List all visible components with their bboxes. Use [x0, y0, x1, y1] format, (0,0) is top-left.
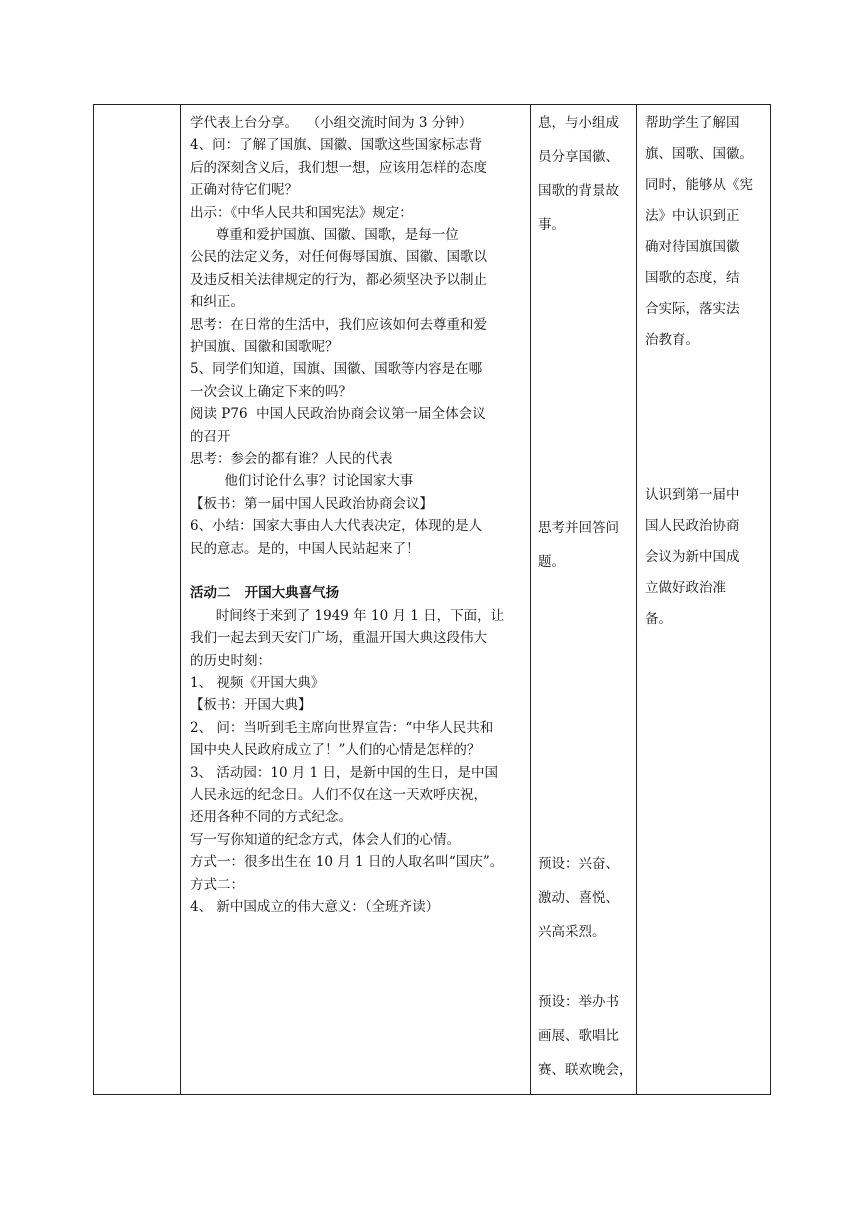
purpose-line: 同时，能够从《宪	[645, 177, 753, 193]
content-line: 我们一起去到天安门广场，重温开国大典这段伟大	[190, 630, 487, 647]
design-purpose-cell	[645, 105, 760, 1094]
purpose-line: 认识到第一届中	[645, 487, 740, 503]
content-line: 4、 新中国成立的伟大意义：（全班齐读）	[190, 899, 440, 915]
lesson-plan-table	[93, 104, 771, 1095]
content-line: 正确对待它们呢？	[190, 182, 298, 199]
content-line: 国中央人民政府成立了！”人们的心情是怎样的？	[190, 742, 481, 759]
content-line: 及违反相关法律规定的行为，都必须坚决予以制止	[190, 271, 487, 288]
content-line: 护国旗、国徽和国歌呢？	[190, 339, 339, 355]
content-line: 的召开	[190, 428, 231, 445]
content-line: 学代表上台分享。 （小组交流时间为 3 分钟）	[190, 115, 473, 131]
content-line: 3、 活动园：10 月 1 日，是新中国的生日，是中国	[190, 764, 499, 781]
content-line: 【板书：第一届中国人民政治协商会议】	[190, 495, 433, 512]
column-divider	[530, 105, 531, 1094]
student-line: 事。	[538, 217, 565, 233]
student-line: 画展、歌唱比	[538, 1028, 619, 1044]
content-line: 方式一：很多出生在 10 月 1 日的人取名叫“国庆”。	[190, 854, 504, 871]
column-divider	[180, 105, 181, 1094]
content-line: 5、同学们知道，国旗、国徽、国歌等内容是在哪	[190, 361, 483, 378]
content-line: 阅读 P76 中国人民政治协商会议第一届全体会议	[190, 406, 486, 423]
student-line: 预设：兴奋、	[538, 856, 619, 872]
purpose-line: 合实际，落实法	[645, 301, 740, 317]
content-line: 和纠正。	[190, 294, 244, 311]
purpose-line: 确对待国旗国徽	[645, 239, 740, 255]
student-line: 思考并回答问	[538, 520, 619, 536]
content-line: 公民的法定义务，对任何侮辱国旗、国徽、国歌以	[190, 249, 487, 266]
purpose-line: 旗、国歌、国徽。	[645, 146, 753, 162]
content-line: 一次会议上确定下来的吗？	[190, 383, 352, 400]
student-line: 赛、联欢晚会，	[538, 1062, 633, 1078]
student-activity-cell	[538, 105, 633, 1094]
content-line: 人民永远的纪念日。人们不仅在这一天欢呼庆祝，	[190, 787, 487, 803]
content-line: 【板书：开国大典】	[190, 697, 312, 714]
purpose-line: 会议为新中国成	[645, 549, 740, 565]
content-line: 还用各种不同的方式纪念。	[190, 809, 352, 826]
content-line: 的历史时刻：	[190, 652, 271, 669]
purpose-line: 法》中认识到正	[645, 208, 740, 224]
content-line: 他们讨论什么事？讨论国家大事	[190, 473, 414, 490]
content-line: 思考：在日常的生活中，我们应该如何去尊重和爱	[190, 316, 487, 333]
content-line: 后的深刻含义后，我们想一想，应该用怎样的态度	[190, 159, 487, 176]
student-line: 息，与小组成	[538, 115, 619, 131]
student-line: 员分享国徽、	[538, 149, 619, 165]
content-line: 2、 问：当听到毛主席向世界宣告：“中华人民共和	[190, 719, 494, 736]
content-line: 方式二：	[190, 876, 244, 893]
purpose-line: 国人民政治协商	[645, 518, 740, 534]
column-divider	[636, 105, 637, 1094]
teaching-content-cell	[190, 105, 522, 1094]
student-line: 题。	[538, 554, 565, 570]
student-line: 激动、喜悦、	[538, 890, 619, 906]
content-line: 活动二 开国大典喜气扬	[190, 585, 340, 602]
purpose-line: 帮助学生了解国	[645, 115, 740, 131]
content-line: 时间终于来到了 1949 年 10 月 1 日，下面，让	[190, 607, 505, 624]
purpose-line: 立做好政治准	[645, 580, 726, 596]
content-line: 6、小结：国家大事由人大代表决定，体现的是人	[190, 518, 483, 535]
content-line: 4、问：了解了国旗、国徽、国歌这些国家标志背	[190, 137, 483, 154]
content-line: 尊重和爱护国旗、国徽、国歌，是每一位	[190, 227, 459, 243]
content-line: 写一写你知道的纪念方式，体会人们的心情。	[190, 831, 460, 848]
student-line: 预设：举办书	[538, 994, 619, 1010]
purpose-line: 治教育。	[645, 332, 699, 348]
content-line: 1、 视频《开国大典》	[190, 675, 325, 691]
content-line: 思考：参会的都有谁？人民的代表	[190, 451, 393, 467]
purpose-line: 国歌的态度，结	[645, 270, 740, 286]
student-line: 兴高采烈。	[538, 924, 606, 940]
content-line: 民的意志。是的，中国人民站起来了！	[190, 540, 420, 557]
purpose-line: 备。	[645, 611, 672, 627]
content-line: 出示：《中华人民共和国宪法》规定：	[190, 204, 413, 221]
student-line: 国歌的背景故	[538, 183, 619, 199]
stage-cell	[94, 105, 180, 1094]
